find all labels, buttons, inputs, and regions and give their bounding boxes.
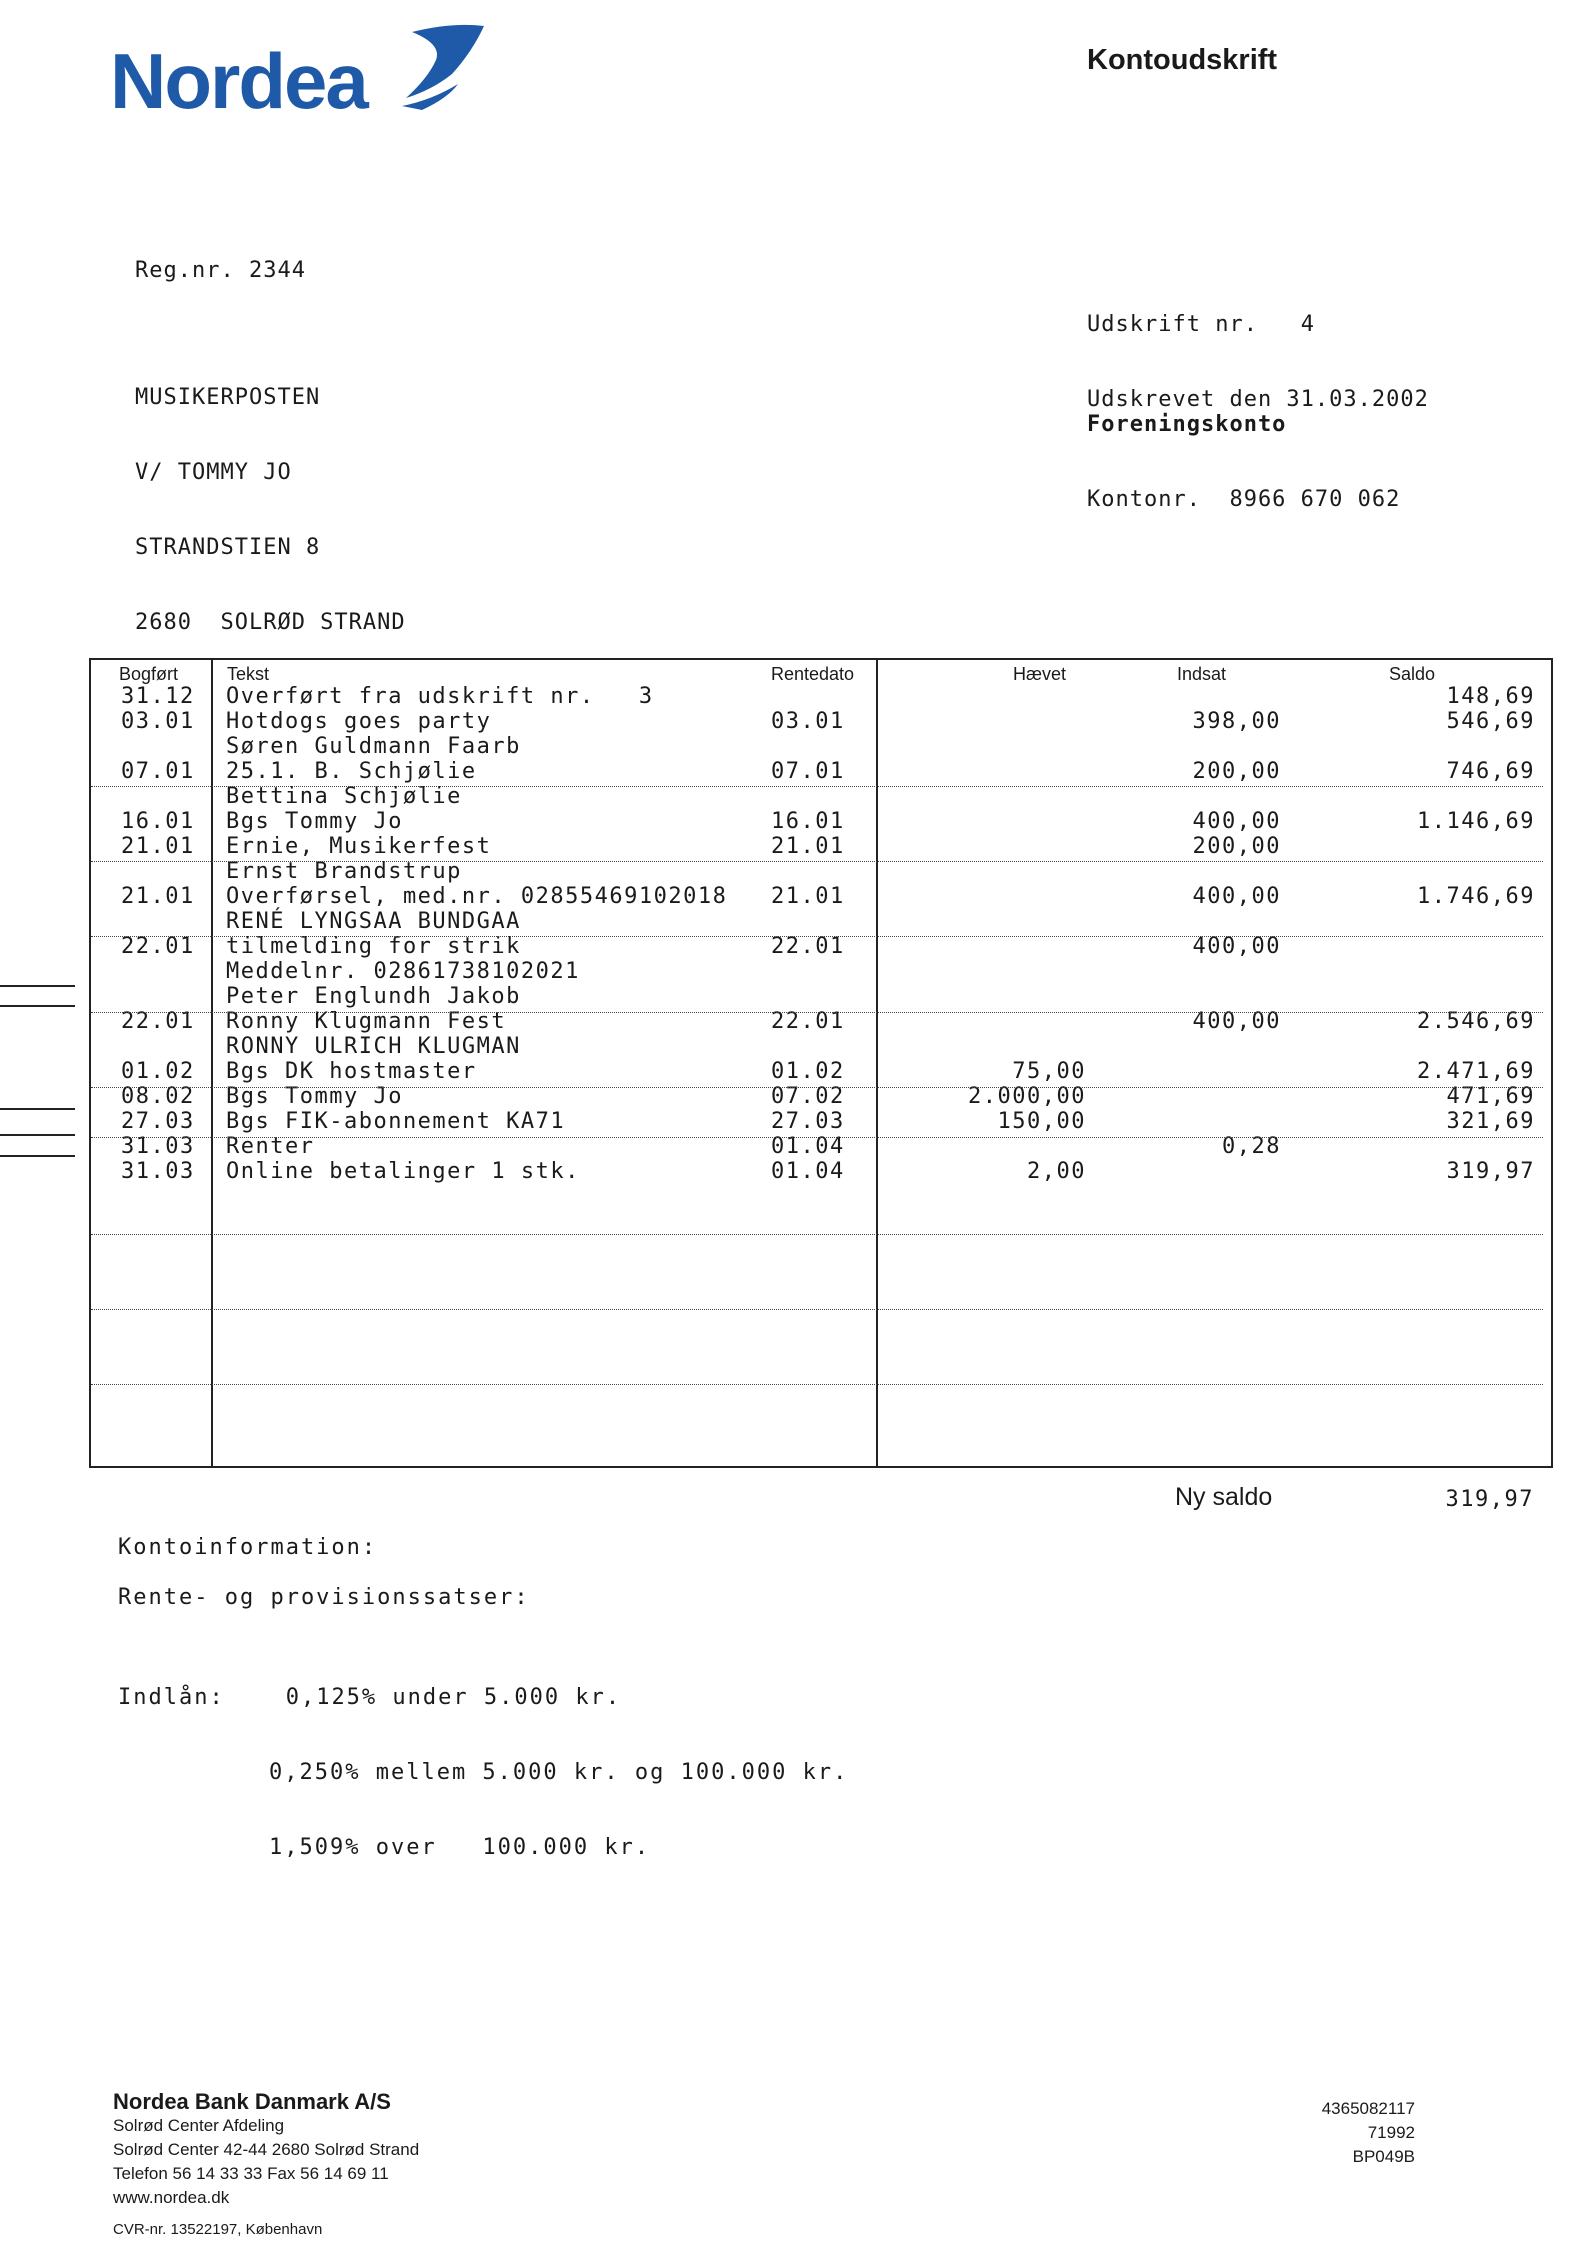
- rate-line: 0,250% mellem 5.000 kr. og 100.000 kr.: [269, 1760, 849, 1785]
- row-haevet: 2,00: [1027, 1159, 1086, 1184]
- row-rentedato: 01.04: [771, 1159, 845, 1184]
- row-bogfort: 22.01: [121, 934, 195, 959]
- row-separator: [91, 1137, 1543, 1138]
- row-saldo: 2.546,69: [1417, 1009, 1535, 1034]
- row-bogfort: 22.01: [121, 1009, 195, 1034]
- row-tekst: Søren Guldmann Faarb: [226, 734, 521, 759]
- rates-subtitle: Rente- og provisionssatser:: [118, 1585, 530, 1610]
- reference-code: 71992: [1367, 2123, 1415, 2142]
- row-indsat: 200,00: [1192, 759, 1281, 784]
- row-indsat: 398,00: [1192, 709, 1281, 734]
- rate-line: 1,509% over 100.000 kr.: [269, 1835, 651, 1860]
- row-rentedato: 27.03: [771, 1109, 845, 1134]
- recipient-line: 2680 SOLRØD STRAND: [135, 610, 406, 635]
- margin-mark: [0, 1155, 75, 1157]
- row-haevet: 150,00: [997, 1109, 1086, 1134]
- account-type: Foreningskonto: [1087, 412, 1287, 437]
- recipient-line: MUSIKERPOSTEN: [135, 385, 321, 410]
- rate-line: 0,125% under 5.000 kr.: [285, 1685, 622, 1710]
- row-bogfort: 31.03: [121, 1159, 195, 1184]
- row-bogfort: 08.02: [121, 1084, 195, 1109]
- row-rentedato: 16.01: [771, 809, 845, 834]
- bank-phone: Telefon 56 14 33 33 Fax 56 14 69 11: [113, 2164, 389, 2183]
- row-separator: [91, 1384, 1543, 1385]
- row-tekst: 25.1. B. Schjølie: [226, 759, 477, 784]
- row-haevet: 75,00: [1012, 1059, 1086, 1084]
- header-indsat: Indsat: [1177, 664, 1227, 684]
- statement-number: 4: [1300, 312, 1315, 337]
- registration-number: Reg.nr. 2344: [135, 258, 306, 283]
- row-separator: [91, 786, 1543, 787]
- row-tekst: RONNY ULRICH KLUGMAN: [226, 1034, 521, 1059]
- new-balance-label: Ny saldo: [1175, 1483, 1273, 1511]
- row-indsat: 400,00: [1192, 884, 1281, 909]
- row-saldo: 746,69: [1446, 759, 1535, 784]
- row-bogfort: 21.01: [121, 884, 195, 909]
- row-separator: [91, 936, 1543, 937]
- row-saldo: 546,69: [1446, 709, 1535, 734]
- row-bogfort: 21.01: [121, 834, 195, 859]
- row-bogfort: 27.03: [121, 1109, 195, 1134]
- row-tekst: Overførsel, med.nr. 02855469102018: [226, 884, 728, 909]
- row-bogfort: 03.01: [121, 709, 195, 734]
- row-separator: [91, 861, 1543, 862]
- row-saldo: 148,69: [1446, 684, 1535, 709]
- bank-footer: [113, 2090, 419, 2242]
- account-info-title: Kontoinformation:: [118, 1535, 378, 1560]
- margin-mark: [0, 1108, 75, 1110]
- row-tekst: Ronny Klugmann Fest: [226, 1009, 507, 1034]
- row-rentedato: 22.01: [771, 1009, 845, 1034]
- row-tekst: Overført fra udskrift nr. 3: [226, 684, 654, 709]
- row-separator: [91, 1234, 1543, 1235]
- row-bogfort: 07.01: [121, 759, 195, 784]
- row-separator: [91, 1087, 1543, 1088]
- bank-website[interactable]: www.nordea.dk: [113, 2188, 230, 2207]
- margin-mark: [0, 1005, 75, 1007]
- bank-cvr: CVR-nr. 13522197, København: [113, 2221, 323, 2238]
- row-bogfort: 31.03: [121, 1134, 195, 1159]
- column-divider: [876, 660, 878, 1466]
- row-saldo: 319,97: [1446, 1159, 1535, 1184]
- row-tekst: Bgs Tommy Jo: [226, 809, 403, 834]
- bank-address: Solrød Center 42-44 2680 Solrød Strand: [113, 2140, 420, 2159]
- reference-code: 4365082117: [1321, 2099, 1415, 2118]
- recipient-line: V/ TOMMY JO: [135, 460, 292, 485]
- row-tekst: Bgs DK hostmaster: [226, 1059, 477, 1084]
- row-rentedato: 21.01: [771, 884, 845, 909]
- row-tekst: Ernst Brandstrup: [226, 859, 462, 884]
- header-bogfort: Bogført: [119, 664, 179, 684]
- recipient-address: [135, 335, 406, 660]
- row-rentedato: 01.04: [771, 1134, 845, 1159]
- header-haevet: Hævet: [1013, 664, 1067, 684]
- row-saldo: 1.146,69: [1417, 809, 1535, 834]
- logo-sail-icon: [392, 22, 492, 112]
- row-haevet: 2.000,00: [968, 1084, 1086, 1109]
- reference-code: BP049B: [1352, 2147, 1415, 2166]
- column-divider: [211, 660, 213, 1466]
- margin-mark: [0, 1134, 75, 1136]
- new-balance-value: 319,97: [1445, 1487, 1534, 1512]
- row-indsat: 400,00: [1192, 809, 1281, 834]
- row-separator: [91, 1309, 1543, 1310]
- row-rentedato: 07.01: [771, 759, 845, 784]
- transactions-table: [89, 658, 1553, 1468]
- row-rentedato: 22.01: [771, 934, 845, 959]
- row-rentedato: 21.01: [771, 834, 845, 859]
- row-tekst: tilmelding for strik: [226, 934, 521, 959]
- reference-codes: [1305, 2097, 1415, 2169]
- row-tekst: Bettina Schjølie: [226, 784, 462, 809]
- row-separator: [91, 1012, 1543, 1013]
- header-rentedato: Rentedato: [771, 664, 855, 684]
- row-saldo: 321,69: [1446, 1109, 1535, 1134]
- row-rentedato: 07.02: [771, 1084, 845, 1109]
- nordea-logo: [110, 20, 490, 125]
- row-bogfort: 16.01: [121, 809, 195, 834]
- row-indsat: 400,00: [1192, 934, 1281, 959]
- row-indsat: 0,28: [1222, 1134, 1281, 1159]
- row-bogfort: 31.12: [121, 684, 195, 709]
- header-saldo: Saldo: [1389, 664, 1436, 684]
- row-tekst: Peter Englundh Jakob: [226, 984, 521, 1009]
- row-indsat: 200,00: [1192, 834, 1281, 859]
- row-saldo: 1.746,69: [1417, 884, 1535, 909]
- deposit-label: Indlån:: [118, 1685, 225, 1710]
- row-tekst: Bgs Tommy Jo: [226, 1084, 403, 1109]
- row-tekst: Hotdogs goes party: [226, 709, 492, 734]
- bank-branch: Solrød Center Afdeling: [113, 2116, 285, 2135]
- row-indsat: 400,00: [1192, 1009, 1281, 1034]
- row-rentedato: 03.01: [771, 709, 845, 734]
- account-info: [1087, 362, 1400, 537]
- statement-number-label: Udskrift nr.: [1087, 312, 1258, 337]
- row-rentedato: 01.02: [771, 1059, 845, 1084]
- margin-mark: [0, 985, 75, 987]
- bank-name: Nordea Bank Danmark A/S: [113, 2089, 391, 2114]
- row-tekst: Bgs FIK-abonnement KA71: [226, 1109, 566, 1134]
- row-saldo: 471,69: [1446, 1084, 1535, 1109]
- row-tekst: Renter: [226, 1134, 315, 1159]
- row-tekst: Ernie, Musikerfest: [226, 834, 492, 859]
- document-title: Kontoudskrift: [1087, 44, 1278, 76]
- row-saldo: 2.471,69: [1417, 1059, 1535, 1084]
- row-tekst: Online betalinger 1 stk.: [226, 1159, 580, 1184]
- logo-text: Nordea: [110, 37, 367, 125]
- account-number: Kontonr. 8966 670 062: [1087, 487, 1401, 512]
- recipient-line: STRANDSTIEN 8: [135, 535, 321, 560]
- row-bogfort: 01.02: [121, 1059, 195, 1084]
- row-tekst: Meddelnr. 02861738102021: [226, 959, 580, 984]
- statement-date: Udskrevet den 31.03.2002: [1087, 387, 1429, 412]
- interest-rates: [118, 1635, 848, 1885]
- row-tekst: RENÉ LYNGSAA BUNDGAA: [226, 909, 521, 934]
- header-tekst: Tekst: [227, 664, 270, 684]
